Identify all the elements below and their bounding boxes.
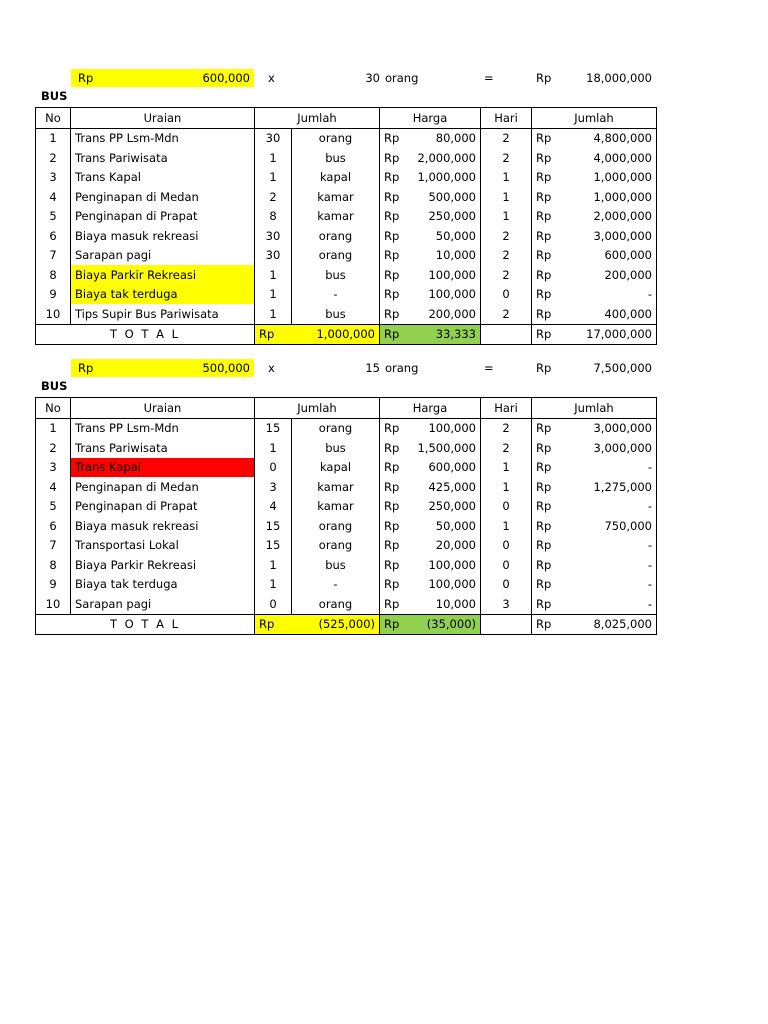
cell-no: 2 <box>36 438 71 458</box>
cell-harga-rp: Rp <box>380 438 405 458</box>
total-amount-a: (525,000) <box>292 614 380 635</box>
table-row <box>36 497 657 517</box>
cell-jumlah-rp: Rp <box>532 555 557 575</box>
cell-jumlah: - <box>557 594 657 614</box>
cell-jumlah-rp: Rp <box>532 285 557 305</box>
cell-jumlah-rp: Rp <box>532 187 557 207</box>
cell-harga-rp: Rp <box>380 265 405 285</box>
cell-jumlah-rp: Rp <box>532 516 557 536</box>
cell-no: 5 <box>36 497 71 517</box>
table-row <box>36 265 657 285</box>
summary-rp: Rp <box>78 71 94 85</box>
cell-jumlah: 2,000,000 <box>557 207 657 227</box>
header-hari: Hari <box>481 398 532 419</box>
cell-uraian: Biaya Parkir Rekreasi <box>71 555 255 575</box>
cell-harga-rp: Rp <box>380 594 405 614</box>
cell-jumlah: 3,000,000 <box>557 226 657 246</box>
table-row <box>36 148 657 168</box>
cell-jumlah-rp: Rp <box>532 148 557 168</box>
cell-qty: 0 <box>255 594 292 614</box>
cell-uraian: Penginapan di Medan <box>71 187 255 207</box>
cell-hari: 2 <box>481 148 532 168</box>
cell-qty: 1 <box>255 285 292 305</box>
cell-jumlah: - <box>557 555 657 575</box>
total-rp-c: Rp <box>532 614 557 635</box>
table-header <box>36 108 657 129</box>
table-row <box>36 458 657 478</box>
cell-no: 4 <box>36 187 71 207</box>
cell-qty: 8 <box>255 207 292 227</box>
header-no: No <box>36 108 71 129</box>
summary-count: 30 <box>365 71 380 85</box>
cell-uraian: Biaya tak terduga <box>71 575 255 595</box>
summary-equals: = <box>484 71 494 85</box>
cell-uraian: Trans Pariwisata <box>71 148 255 168</box>
table-row <box>36 128 657 148</box>
cell-uraian: Trans Pariwisata <box>71 438 255 458</box>
cell-no: 8 <box>36 555 71 575</box>
cell-harga-rp: Rp <box>380 458 405 478</box>
cell-no: 10 <box>36 304 71 324</box>
total-amount-c: 17,000,000 <box>557 324 657 345</box>
cell-jumlah: 4,000,000 <box>557 148 657 168</box>
cell-hari: 2 <box>481 304 532 324</box>
summary-rp2: Rp <box>536 361 552 375</box>
cell-harga-rp: Rp <box>380 285 405 305</box>
cell-jumlah-rp: Rp <box>532 304 557 324</box>
cell-uraian: Biaya masuk rekreasi <box>71 226 255 246</box>
cell-hari: 3 <box>481 594 532 614</box>
cell-jumlah-rp: Rp <box>532 246 557 266</box>
cell-no: 3 <box>36 458 71 478</box>
cell-qty: 15 <box>255 536 292 556</box>
cell-jumlah: - <box>557 575 657 595</box>
total-rp-a: Rp <box>255 324 292 345</box>
summary-times: x <box>268 71 275 85</box>
cell-harga: 50,000 <box>405 226 481 246</box>
cell-harga-rp: Rp <box>380 555 405 575</box>
header-jumlah: Jumlah <box>255 398 380 419</box>
cell-harga-rp: Rp <box>380 207 405 227</box>
cell-unit: - <box>292 575 380 595</box>
cell-jumlah-rp: Rp <box>532 458 557 478</box>
cell-jumlah: 1,275,000 <box>557 477 657 497</box>
summary-rp2: Rp <box>536 71 552 85</box>
cell-uraian: Penginapan di Prapat <box>71 207 255 227</box>
cell-harga-rp: Rp <box>380 187 405 207</box>
cell-qty: 1 <box>255 304 292 324</box>
total-amount-b: 33,333 <box>405 324 481 345</box>
cell-hari: 0 <box>481 575 532 595</box>
summary-line-2 <box>0 359 768 377</box>
cell-qty: 1 <box>255 265 292 285</box>
cell-unit: orang <box>292 536 380 556</box>
cell-jumlah: - <box>557 285 657 305</box>
cell-unit: orang <box>292 226 380 246</box>
summary-total: 7,500,000 <box>593 361 652 375</box>
cell-jumlah: - <box>557 536 657 556</box>
header-jumlah: Jumlah <box>255 108 380 129</box>
cell-qty: 1 <box>255 438 292 458</box>
cell-jumlah-rp: Rp <box>532 594 557 614</box>
total-rp-c: Rp <box>532 324 557 345</box>
total-label: T O T A L <box>36 324 255 345</box>
cell-unit: orang <box>292 418 380 438</box>
cell-uraian: Biaya masuk rekreasi <box>71 516 255 536</box>
table-row <box>36 575 657 595</box>
cell-qty: 4 <box>255 497 292 517</box>
cell-unit: kamar <box>292 477 380 497</box>
cell-jumlah-rp: Rp <box>532 226 557 246</box>
cell-harga: 100,000 <box>405 285 481 305</box>
cell-no: 1 <box>36 128 71 148</box>
cell-qty: 1 <box>255 555 292 575</box>
cell-qty: 2 <box>255 187 292 207</box>
cell-jumlah-rp: Rp <box>532 536 557 556</box>
cell-qty: 1 <box>255 168 292 188</box>
cell-hari: 2 <box>481 265 532 285</box>
cell-jumlah-rp: Rp <box>532 168 557 188</box>
summary-unit: orang <box>385 71 419 85</box>
cell-harga-rp: Rp <box>380 575 405 595</box>
summary-count: 15 <box>365 361 380 375</box>
cell-harga: 250,000 <box>405 207 481 227</box>
cell-no: 10 <box>36 594 71 614</box>
table-row <box>36 594 657 614</box>
cell-unit: orang <box>292 128 380 148</box>
header-jumlah-total: Jumlah <box>532 398 657 419</box>
cost-table-2 <box>35 397 657 635</box>
total-amount-c: 8,025,000 <box>557 614 657 635</box>
cell-unit: orang <box>292 516 380 536</box>
cell-unit: kamar <box>292 497 380 517</box>
cell-hari: 1 <box>481 168 532 188</box>
cell-harga: 2,000,000 <box>405 148 481 168</box>
cell-hari: 0 <box>481 497 532 517</box>
cell-jumlah-rp: Rp <box>532 477 557 497</box>
header-harga: Harga <box>380 108 481 129</box>
summary-times: x <box>268 361 275 375</box>
cell-harga: 1,500,000 <box>405 438 481 458</box>
cell-harga: 80,000 <box>405 128 481 148</box>
cell-no: 9 <box>36 575 71 595</box>
cell-jumlah: - <box>557 497 657 517</box>
cell-jumlah-rp: Rp <box>532 418 557 438</box>
cell-hari: 2 <box>481 246 532 266</box>
table-row <box>36 207 657 227</box>
cell-no: 7 <box>36 536 71 556</box>
cell-harga: 20,000 <box>405 536 481 556</box>
total-rp-a: Rp <box>255 614 292 635</box>
cell-uraian: Sarapan pagi <box>71 246 255 266</box>
cell-uraian: Biaya Parkir Rekreasi <box>71 265 255 285</box>
table-row <box>36 438 657 458</box>
cell-jumlah-rp: Rp <box>532 128 557 148</box>
cell-harga: 500,000 <box>405 187 481 207</box>
cell-harga-rp: Rp <box>380 128 405 148</box>
cell-uraian: Sarapan pagi <box>71 594 255 614</box>
cell-qty: 1 <box>255 575 292 595</box>
table-header <box>36 398 657 419</box>
cell-harga: 10,000 <box>405 246 481 266</box>
cell-qty: 30 <box>255 246 292 266</box>
table-row <box>36 555 657 575</box>
header-hari: Hari <box>481 108 532 129</box>
cell-jumlah-rp: Rp <box>532 497 557 517</box>
cost-table-1 <box>35 107 657 345</box>
cell-unit: bus <box>292 438 380 458</box>
cell-jumlah-rp: Rp <box>532 265 557 285</box>
cell-uraian: Biaya tak terduga <box>71 285 255 305</box>
total-rp-b: Rp <box>380 614 405 635</box>
cell-harga: 100,000 <box>405 575 481 595</box>
cell-jumlah-rp: Rp <box>532 438 557 458</box>
cell-harga-rp: Rp <box>380 516 405 536</box>
cell-harga-rp: Rp <box>380 418 405 438</box>
cell-harga-rp: Rp <box>380 477 405 497</box>
cell-harga: 1,000,000 <box>405 168 481 188</box>
table-row <box>36 285 657 305</box>
cell-harga: 10,000 <box>405 594 481 614</box>
summary-unit: orang <box>385 361 419 375</box>
cell-qty: 30 <box>255 128 292 148</box>
cell-jumlah: 4,800,000 <box>557 128 657 148</box>
cell-hari: 1 <box>481 187 532 207</box>
cell-hari: 1 <box>481 516 532 536</box>
cell-no: 6 <box>36 226 71 246</box>
table-row <box>36 226 657 246</box>
cell-no: 6 <box>36 516 71 536</box>
cell-qty: 0 <box>255 458 292 478</box>
summary-equals: = <box>484 361 494 375</box>
cell-uraian: Transportasi Lokal <box>71 536 255 556</box>
cell-jumlah-rp: Rp <box>532 207 557 227</box>
cell-jumlah: 1,000,000 <box>557 168 657 188</box>
table-row <box>36 246 657 266</box>
cell-jumlah: - <box>557 458 657 478</box>
bus-label: BUS <box>41 379 68 393</box>
summary-price: 600,000 <box>202 71 250 85</box>
total-amount-b: (35,000) <box>405 614 481 635</box>
cell-harga-rp: Rp <box>380 148 405 168</box>
summary-price: 500,000 <box>202 361 250 375</box>
cell-hari: 2 <box>481 226 532 246</box>
summary-rp: Rp <box>78 361 94 375</box>
cell-hari: 2 <box>481 128 532 148</box>
cell-uraian: Trans Kapal <box>71 168 255 188</box>
total-row <box>36 614 657 635</box>
summary-line-1 <box>0 69 768 87</box>
cell-harga: 100,000 <box>405 265 481 285</box>
table-row <box>36 187 657 207</box>
summary-total: 18,000,000 <box>586 71 652 85</box>
cell-harga: 100,000 <box>405 418 481 438</box>
table-row <box>36 168 657 188</box>
cell-uraian: Trans PP Lsm-Mdn <box>71 418 255 438</box>
cell-no: 2 <box>36 148 71 168</box>
cell-harga-rp: Rp <box>380 304 405 324</box>
cell-no: 7 <box>36 246 71 266</box>
table-row <box>36 516 657 536</box>
cell-harga: 250,000 <box>405 497 481 517</box>
cell-harga: 100,000 <box>405 555 481 575</box>
cell-harga-rp: Rp <box>380 226 405 246</box>
table-row <box>36 477 657 497</box>
cell-uraian: Trans PP Lsm-Mdn <box>71 128 255 148</box>
table-row <box>36 536 657 556</box>
cell-jumlah: 600,000 <box>557 246 657 266</box>
header-uraian: Uraian <box>71 398 255 419</box>
cell-jumlah: 3,000,000 <box>557 418 657 438</box>
cell-jumlah: 400,000 <box>557 304 657 324</box>
cell-jumlah: 750,000 <box>557 516 657 536</box>
cell-no: 9 <box>36 285 71 305</box>
cell-uraian: Penginapan di Prapat <box>71 497 255 517</box>
cell-hari: 1 <box>481 477 532 497</box>
cell-qty: 3 <box>255 477 292 497</box>
cell-unit: bus <box>292 304 380 324</box>
total-amount-a: 1,000,000 <box>292 324 380 345</box>
cell-unit: - <box>292 285 380 305</box>
cell-unit: bus <box>292 555 380 575</box>
cell-jumlah: 3,000,000 <box>557 438 657 458</box>
cell-unit: kamar <box>292 207 380 227</box>
header-uraian: Uraian <box>71 108 255 129</box>
cell-unit: orang <box>292 594 380 614</box>
cell-no: 8 <box>36 265 71 285</box>
header-harga: Harga <box>380 398 481 419</box>
cell-hari: 0 <box>481 536 532 556</box>
cell-hari: 2 <box>481 418 532 438</box>
cell-jumlah-rp: Rp <box>532 575 557 595</box>
cell-jumlah: 1,000,000 <box>557 187 657 207</box>
cell-harga: 50,000 <box>405 516 481 536</box>
cell-no: 3 <box>36 168 71 188</box>
cell-unit: orang <box>292 246 380 266</box>
cell-harga: 425,000 <box>405 477 481 497</box>
cell-harga-rp: Rp <box>380 168 405 188</box>
cell-harga: 600,000 <box>405 458 481 478</box>
cell-harga-rp: Rp <box>380 497 405 517</box>
cell-hari: 1 <box>481 207 532 227</box>
cell-jumlah: 200,000 <box>557 265 657 285</box>
table-row <box>36 304 657 324</box>
cell-uraian: Penginapan di Medan <box>71 477 255 497</box>
cell-no: 1 <box>36 418 71 438</box>
bus-label: BUS <box>41 89 68 103</box>
header-no: No <box>36 398 71 419</box>
cell-no: 4 <box>36 477 71 497</box>
cell-harga-rp: Rp <box>380 246 405 266</box>
header-jumlah-total: Jumlah <box>532 108 657 129</box>
cell-qty: 15 <box>255 418 292 438</box>
cell-harga: 200,000 <box>405 304 481 324</box>
cell-unit: kamar <box>292 187 380 207</box>
total-empty <box>481 614 532 635</box>
total-row <box>36 324 657 345</box>
table-row <box>36 418 657 438</box>
cell-hari: 0 <box>481 555 532 575</box>
cell-qty: 30 <box>255 226 292 246</box>
cell-no: 5 <box>36 207 71 227</box>
cell-uraian: Trans Kapal <box>71 458 255 478</box>
cell-qty: 1 <box>255 148 292 168</box>
cell-uraian: Tips Supir Bus Pariwisata <box>71 304 255 324</box>
cell-qty: 15 <box>255 516 292 536</box>
cell-harga-rp: Rp <box>380 536 405 556</box>
cell-unit: bus <box>292 148 380 168</box>
total-empty <box>481 324 532 345</box>
total-label: T O T A L <box>36 614 255 635</box>
cell-unit: kapal <box>292 458 380 478</box>
cell-hari: 2 <box>481 438 532 458</box>
cell-unit: kapal <box>292 168 380 188</box>
total-rp-b: Rp <box>380 324 405 345</box>
cell-hari: 1 <box>481 458 532 478</box>
cell-unit: bus <box>292 265 380 285</box>
cell-hari: 0 <box>481 285 532 305</box>
